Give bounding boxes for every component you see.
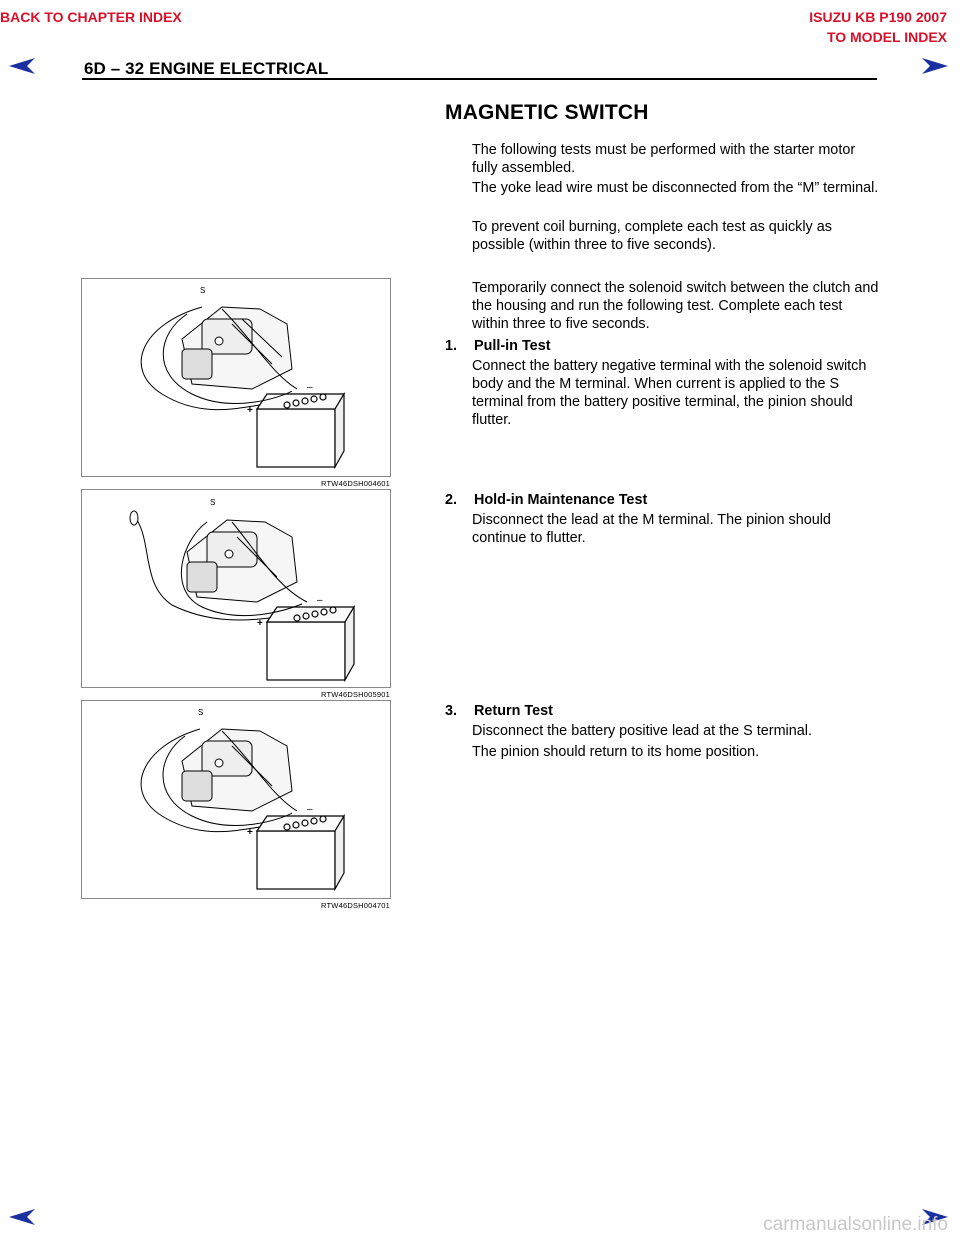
negative-terminal-label: – bbox=[317, 595, 323, 606]
figure-1-caption: RTW46DSH004601 bbox=[321, 479, 390, 488]
negative-terminal-label: – bbox=[307, 804, 313, 815]
figure-2-caption: RTW46DSH005901 bbox=[321, 690, 390, 699]
s-terminal-label: S bbox=[200, 286, 206, 295]
positive-terminal-label: + bbox=[257, 618, 263, 629]
step-3-body-1: Disconnect the battery positive lead at the S terminal. bbox=[472, 723, 812, 739]
starter-battery-diagram-2 bbox=[82, 490, 390, 687]
starter-battery-diagram-1 bbox=[82, 279, 390, 476]
to-model-index-link[interactable]: TO MODEL INDEX bbox=[826, 29, 947, 45]
step-1-number: 1. bbox=[445, 338, 458, 354]
step-1-title: Pull-in Test bbox=[474, 338, 551, 354]
figure-hold-in-test bbox=[81, 489, 391, 688]
step-3-title: Return Test bbox=[474, 703, 553, 719]
previous-page-bottom-arrow-icon[interactable] bbox=[7, 1208, 37, 1226]
figure-return-test bbox=[81, 700, 391, 899]
step-2-number: 2. bbox=[445, 492, 458, 508]
positive-terminal-label: + bbox=[247, 405, 253, 416]
section-title: MAGNETIC SWITCH bbox=[445, 101, 649, 124]
watermark-text: carmanualsonline.info bbox=[763, 1214, 948, 1235]
positive-terminal-label: + bbox=[247, 827, 253, 838]
intro-paragraph-1: The following tests must be performed with the starter motor fully assembled. bbox=[472, 142, 856, 176]
starter-battery-diagram-3 bbox=[82, 701, 390, 898]
step-1-body: Connect the battery negative terminal with the solenoid switch body and the M terminal. When current is applied to the S terminal from the battery positive terminal, the pinion should flutter. bbox=[472, 358, 867, 428]
previous-page-arrow-icon[interactable] bbox=[7, 57, 37, 75]
s-terminal-label: S bbox=[210, 498, 216, 507]
intro-paragraph-2: The yoke lead wire must be disconnected from the “M” terminal. bbox=[472, 180, 879, 196]
pre-test-paragraph: Temporarily connect the solenoid switch between the clutch and the housing and run the following test. Complete each test within three to five seconds. bbox=[472, 280, 879, 332]
step-2-title: Hold-in Maintenance Test bbox=[474, 492, 648, 508]
next-page-arrow-icon[interactable] bbox=[920, 57, 950, 75]
s-terminal-label: S bbox=[198, 708, 204, 717]
header-divider bbox=[82, 78, 877, 80]
figure-pull-in-test bbox=[81, 278, 391, 477]
model-title-link[interactable]: ISUZU KB P190 2007 bbox=[809, 9, 947, 25]
step-3-number: 3. bbox=[445, 703, 458, 719]
figure-3-caption: RTW46DSH004701 bbox=[321, 901, 390, 910]
step-3-body-2: The pinion should return to its home position. bbox=[472, 744, 760, 760]
back-to-chapter-index-link[interactable]: BACK TO CHAPTER INDEX bbox=[0, 9, 182, 25]
negative-terminal-label: – bbox=[307, 382, 313, 393]
intro-paragraph-3: To prevent coil burning, complete each test as quickly as possible (within three to five seconds). bbox=[472, 219, 832, 253]
page-header-title: 6D – 32 ENGINE ELECTRICAL bbox=[84, 59, 329, 78]
step-2-body: Disconnect the lead at the M terminal. The pinion should continue to flutter. bbox=[472, 512, 831, 546]
